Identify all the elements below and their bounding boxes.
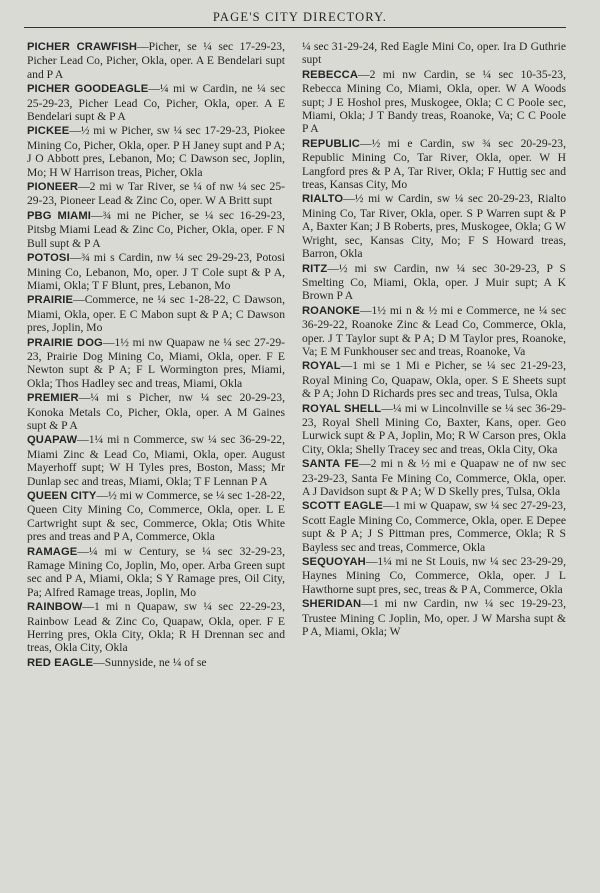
entry-text: —¼ mi w Lincolnville se ¼ sec 36-29-23, Royal Shell Mining Co, Baxter, Kans, oper. Geo Lurwick supt & P A, Joplin, Mo; R W Carson pres, Okla City, Okla; Shelly Tracey sec and treas, Okla City, Oka (302, 401, 566, 456)
entry-sequoyah (302, 555, 566, 596)
entry-name: RAMAGE (27, 545, 78, 558)
entry-name: PICHER CRAWFISH (27, 41, 138, 53)
entry-rainbow (27, 600, 285, 655)
entry-pickee (27, 124, 285, 179)
entry-name: PICHER GOODEAGLE (27, 83, 149, 96)
entry-text: —½ mi w Picher, sw ¼ sec 17-29-23, Piokee Mining Co, Picher, Okla, oper. P H Janey supt and P A; J O Abbott pres, Lebanon, Mo; C Dawson sec, Joplin, Mo; H W Harrison treas, Picher, Okla (27, 124, 285, 179)
entry-name: SEQUOYAH (302, 556, 366, 569)
entry-name: PICKEE (27, 125, 70, 138)
entry-text: —¼ mi s Picher, nw ¼ sec 20-29-23, Konoka Metals Co, Picher, Okla, oper. A M Gaines supt & P A (27, 391, 285, 432)
page-header: PAGE'S CITY DIRECTORY. (212, 10, 388, 24)
entry-text: —½ mi w Cardin, sw ¼ sec 20-29-23, Rialto Mining Co, Tar River, Okla, oper. S P Warren supt & P A, Baxter Kan; J B Roberts, pres, Muskogee, Okla; G W Wright, sec, Kansas City, Mo; F S Howard treas, Barron, Okla (302, 192, 566, 261)
right-column (302, 40, 566, 639)
entry-prairie (27, 293, 285, 334)
entry-text: —1 mi se 1 Mi e Picher, se ¼ sec 21-29-23, Royal Mining Co, Quapaw, Okla, oper. S E Sheets supt & P A; John D Richards pres sec and treas, Tulsa, Okla (302, 359, 566, 401)
entry-sheridan (302, 597, 566, 638)
entry-name: PREMIER (27, 392, 79, 405)
entry-name: QUAPAW (27, 434, 78, 447)
entry-name: RED EAGLE (27, 656, 94, 669)
entry-text: —2 mi n & ½ mi e Quapaw ne of nw sec 23-29-23, Santa Fe Mining Co, Commerce, Okla, oper. A J Davidson supt & P A; W D Skelly pres, Tulsa, Okla (302, 457, 566, 498)
entry-text: —½ mi e Cardin, sw ¾ sec 20-29-23, Republic Mining Co, Tar River, Okla, oper. W H Langford pres & P A, Tar River, Okla; F Huttig sec and treas, Kansas City, Mo (302, 136, 566, 192)
entry-name: RITZ (302, 262, 328, 275)
entry-name: PRAIRIE DOG (27, 336, 103, 349)
entry-name: ROYAL (302, 360, 341, 373)
entry-text: —1¼ mi ne St Louis, nw ¼ sec 23-29-29, Haynes Mining Co, Commerce, Okla, oper. J L Hawthorne supt pres, sec, treas & P A, Commerce, Okla (302, 555, 566, 596)
entry-rebecca (302, 68, 566, 136)
entry-text: —Commerce, ne ¼ sec 1-28-22, C Dawson, Miami, Okla, oper. E C Mabon supt & P A; C Dawson pres, Joplin, Mo (27, 293, 285, 335)
entry-name: SCOTT EAGLE (302, 500, 383, 513)
entry-text: —¾ mi ne Picher, se ¼ sec 16-29-23, Pitsbg Miami Lead & Zinc Co, Picher, Okla, oper. F N Bull supt & P A (27, 208, 286, 250)
entry-premier (27, 391, 285, 432)
entry-name: ROANOKE (302, 304, 360, 317)
entry-potosi (27, 251, 285, 292)
entry-name: RIALTO (302, 193, 344, 206)
entry-name: RAINBOW (27, 601, 83, 614)
entry-pbg-miami (27, 209, 285, 250)
entry-text: —¼ mi w Cardin, ne ¼ sec 25-29-23, Picher Lead Co, Picher, Okla, oper. A E Bendelari supt & P A (27, 82, 286, 124)
entry-quapaw (27, 433, 285, 488)
entry-royal (302, 359, 566, 400)
entry-text: —½ mi w Commerce, se ¼ sec 1-28-22, Queen City Mining Co, Commerce, Okla, oper. L E Cartwright supt & sec, Commerce, Okla; Otis White pres and treas and P A, Commerce, Okla (27, 489, 285, 544)
entry-royal-shell (302, 402, 566, 457)
entry-roanoke (302, 304, 566, 359)
entry-prairie-dog (27, 336, 285, 391)
entry-text: —1¼ mi n Commerce, sw ¼ sec 36-29-22, Miami Zinc & Lead Co, Miami, Okla, oper. August Mayerhoff supt; W H Tyles pres, Boston, Mass; Mr Dunlap sec and treas, Miami, Okla; T F Lennan P A (27, 433, 285, 488)
entry-picher-goodeagle (27, 82, 285, 123)
entry-ritz (302, 262, 566, 303)
entry-pioneer (27, 180, 285, 208)
entry-picher-crawfish (27, 40, 285, 81)
entry-text: —1½ mi nw Quapaw ne ¼ sec 27-29-23, Prairie Dog Mining Co, Miami, Okla, oper. F E Newton supt & P A; F L Wormington pres, Miami, Okla; Thos Hadley sec and treas, Miami, Okla (27, 335, 285, 390)
entry-name: SHERIDAN (302, 598, 362, 611)
entry-text: —1 mi w Quapaw, sw ¼ sec 27-29-23, Scott Eagle Mining Co, Commerce, Okla, oper. E Depee supt & P A; J S Pittman pres, Commerce, Okla; R S Bayless sec and treas, Commerce, Okla (302, 499, 566, 554)
entry-text: —2 mi nw Cardin, se ¼ sec 10-35-23, Rebecca Mining Co, Miami, Okla, oper. W A Woods supt; J E Hoshol pres, Muskogee, Okla; C C Poole sec, Miami, Okla; J T Bandy treas, Roanoke, Va; C C Poole P A (302, 67, 566, 136)
entry-rialto (302, 192, 566, 260)
entry-name: ROYAL SHELL (302, 402, 382, 415)
entry-name: QUEEN CITY (27, 490, 97, 502)
entry-ramage (27, 545, 285, 600)
entry-red-eagle (27, 656, 285, 670)
entry-text: —Sunnyside, ne ¼ of se (93, 655, 207, 669)
entry-name: REBECCA (302, 68, 359, 81)
entry-name: PIONEER (27, 181, 79, 194)
entry-queen-city (27, 489, 285, 544)
entry-santa-fe (302, 457, 566, 498)
entry-text: —2 mi w Tar River, se ¼ of nw ¼ sec 25-29-23, Pioneer Lead & Zinc Co, oper. W A Britt supt (27, 180, 285, 208)
continuation-text: ¼ sec 31-29-24, Red Eagle Mini Co, oper. Ira D Guthrie supt (302, 40, 566, 67)
entry-name: SANTA FE (302, 458, 359, 471)
entry-text: —1½ mi n & ½ mi e Commerce, ne ¼ sec 36-29-22, Roanoke Zinc & Lead Co, Commerce, Okla, oper. J T Taylor supt & P A; D M Taylor pres, Roanoke, Va; E M Funkhouser sec and treas, Roanoke, Va (302, 303, 566, 358)
entry-republic (302, 137, 566, 192)
entry-text: —½ mi sw Cardin, nw ¼ sec 30-29-23, P S Smelting Co, Miami, Okla, oper. J Muir supt; A K Brown P A (302, 261, 566, 303)
entry-text: —1 mi n Quapaw, sw ¼ sec 22-29-23, Rainbow Lead & Zinc Co, Quapaw, Okla, oper. F E Herring pres, Okla City, Okla; R H Drennan sec and treas, Okla City, Okla (27, 600, 285, 655)
entry-name: PRAIRIE (27, 294, 74, 307)
header-rule (24, 27, 566, 28)
entry-text: —¼ mi w Century, se ¼ sec 32-29-23, Ramage Mining Co, Joplin, Mo, oper. Arba Green supt sec and P A, Miami, Okla; S Y Ramage pres, Oil City, Pa; Alfred Ramage treas, Joplin, Mo (27, 544, 285, 599)
entry-scott-eagle (302, 499, 566, 554)
entry-name: PBG MIAMI (27, 209, 91, 222)
entry-name: POTOSI (27, 252, 70, 265)
entry-text: —Picher, se ¼ sec 17-29-23, Picher Lead Co, Picher, Okla, oper. A E Bendelari supt and P A (27, 40, 285, 81)
entry-text: —¾ mi s Cardin, nw ¼ sec 29-29-23, Potosi Mining Co, Lebanon, Mo, oper. J T Cole supt & P A, Miami, Okla; T F Blunt, pres, Lebanon, Mo (27, 251, 285, 292)
left-column (27, 40, 285, 671)
entry-name: REPUBLIC (302, 137, 360, 150)
entry-text: —1 mi nw Cardin, nw ¼ sec 19-29-23, Trustee Mining C Joplin, Mo, oper. J W Marsha supt & P A, Miami, Okla; W (302, 597, 566, 639)
